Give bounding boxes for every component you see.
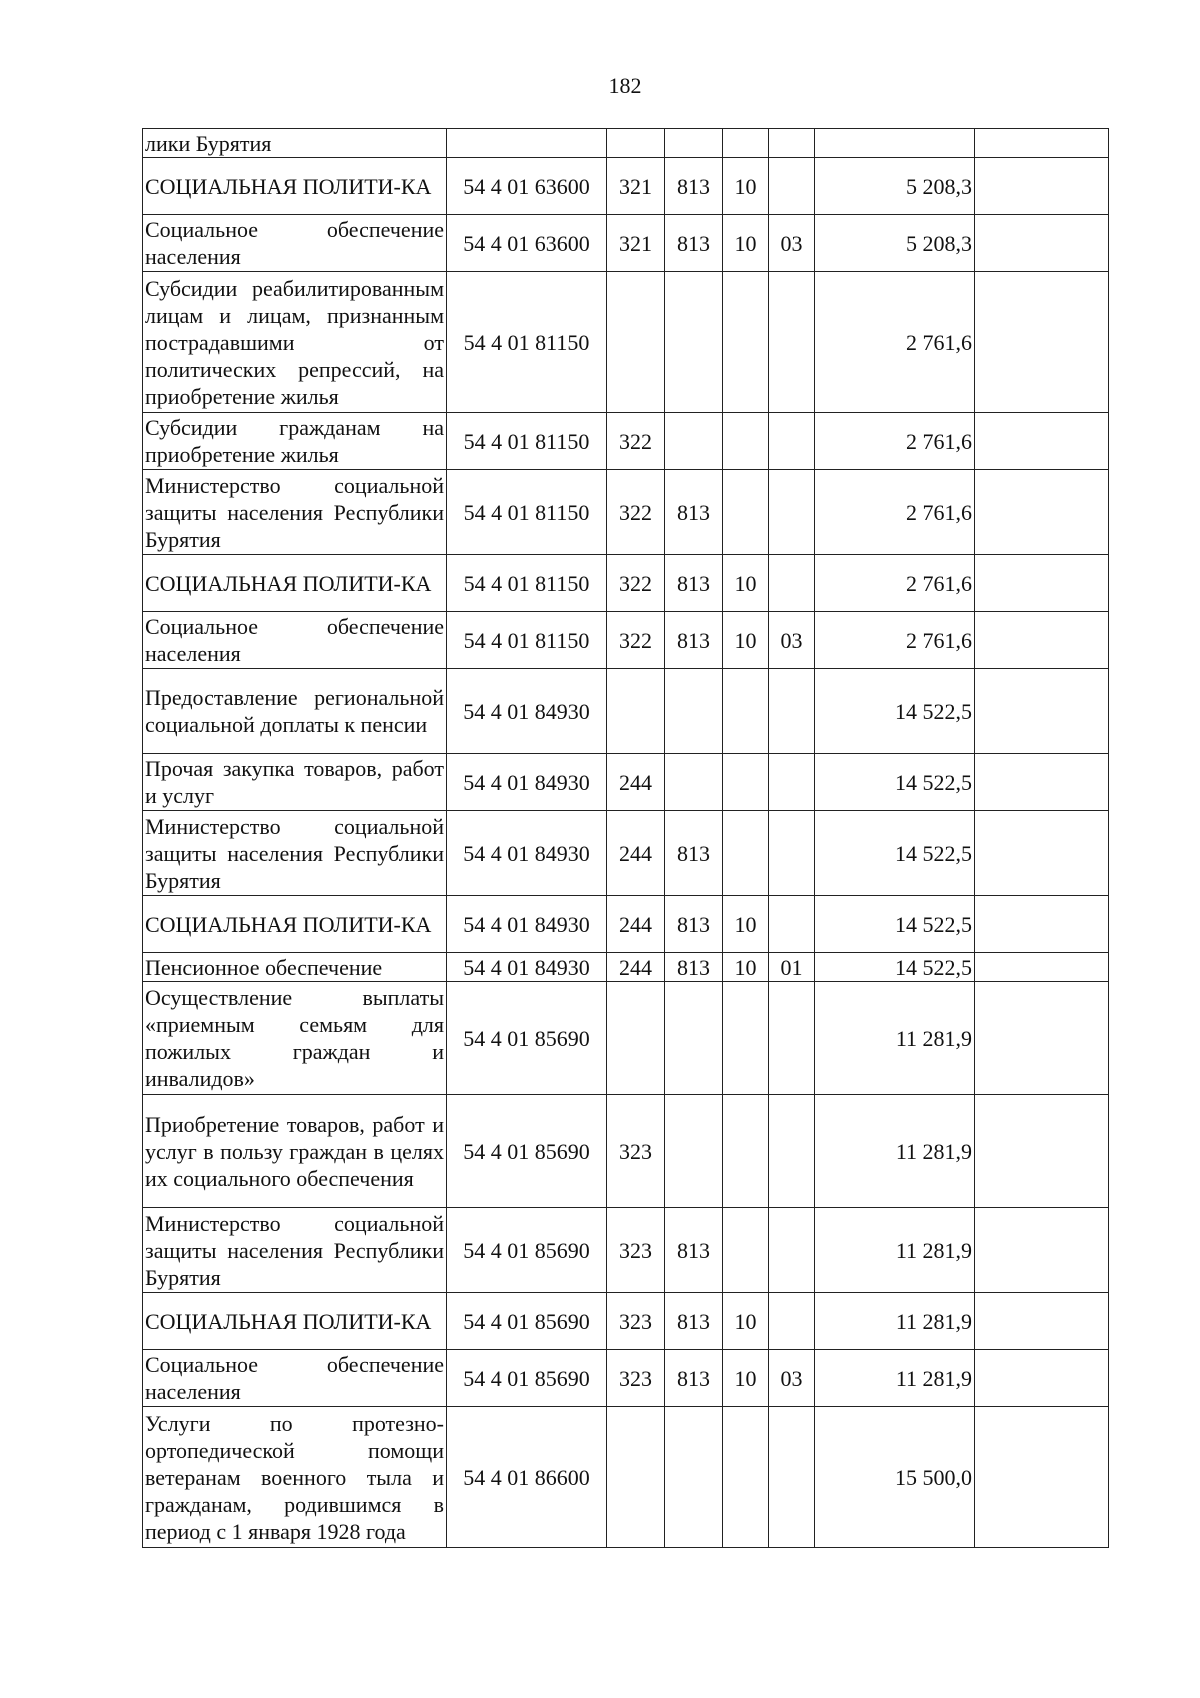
grbs-code: 813 <box>665 1293 723 1350</box>
extra-cell <box>975 896 1109 953</box>
row-name: Министерство социальной защиты населения Республики Бурятия <box>143 1208 447 1293</box>
subsection-code <box>769 1208 815 1293</box>
extra-cell <box>975 982 1109 1095</box>
amount: 2 761,6 <box>815 470 975 555</box>
table-row <box>143 612 1109 669</box>
amount: 11 281,9 <box>815 982 975 1095</box>
section-code <box>723 129 769 158</box>
grbs-code: 813 <box>665 1208 723 1293</box>
expense-type: 323 <box>607 1350 665 1407</box>
section-code <box>723 470 769 555</box>
subsection-code <box>769 555 815 612</box>
amount: 14 522,5 <box>815 953 975 982</box>
target-code: 54 4 01 84930 <box>447 669 607 754</box>
extra-cell <box>975 1095 1109 1208</box>
row-name: Прочая закупка товаров, работ и услуг <box>143 754 447 811</box>
subsection-code <box>769 811 815 896</box>
amount: 5 208,3 <box>815 158 975 215</box>
expense-type: 323 <box>607 1293 665 1350</box>
section-code: 10 <box>723 555 769 612</box>
section-code: 10 <box>723 215 769 272</box>
amount: 2 761,6 <box>815 612 975 669</box>
extra-cell <box>975 1293 1109 1350</box>
target-code: 54 4 01 85690 <box>447 1350 607 1407</box>
grbs-code: 813 <box>665 158 723 215</box>
row-name: СОЦИАЛЬНАЯ ПОЛИТИ-КА <box>143 158 447 215</box>
grbs-code <box>665 129 723 158</box>
target-code: 54 4 01 84930 <box>447 754 607 811</box>
section-code <box>723 1208 769 1293</box>
extra-cell <box>975 1350 1109 1407</box>
extra-cell <box>975 612 1109 669</box>
target-code: 54 4 01 86600 <box>447 1407 607 1548</box>
expense-type <box>607 129 665 158</box>
extra-cell <box>975 754 1109 811</box>
row-name: Социальное обеспечение населения <box>143 1350 447 1407</box>
subsection-code <box>769 129 815 158</box>
section-code <box>723 413 769 470</box>
target-code: 54 4 01 81150 <box>447 413 607 470</box>
row-name: СОЦИАЛЬНАЯ ПОЛИТИ-КА <box>143 1293 447 1350</box>
grbs-code: 813 <box>665 896 723 953</box>
grbs-code <box>665 272 723 413</box>
expense-type <box>607 982 665 1095</box>
grbs-code <box>665 669 723 754</box>
budget-table <box>142 128 1109 1548</box>
amount: 11 281,9 <box>815 1293 975 1350</box>
section-code <box>723 811 769 896</box>
expense-type: 322 <box>607 470 665 555</box>
table-row <box>143 953 1109 982</box>
row-name: СОЦИАЛЬНАЯ ПОЛИТИ-КА <box>143 555 447 612</box>
expense-type: 323 <box>607 1095 665 1208</box>
row-name: Пенсионное обеспечение <box>143 953 447 982</box>
amount <box>815 129 975 158</box>
section-code <box>723 669 769 754</box>
row-name: СОЦИАЛЬНАЯ ПОЛИТИ-КА <box>143 896 447 953</box>
subsection-code <box>769 1407 815 1548</box>
target-code: 54 4 01 85690 <box>447 982 607 1095</box>
table-row <box>143 555 1109 612</box>
amount: 14 522,5 <box>815 896 975 953</box>
row-name: Осуществление выплаты «приемным семьям для пожилых граждан и инвалидов» <box>143 982 447 1095</box>
expense-type: 244 <box>607 953 665 982</box>
table-row <box>143 158 1109 215</box>
section-code: 10 <box>723 896 769 953</box>
section-code: 10 <box>723 1293 769 1350</box>
target-code: 54 4 01 81150 <box>447 470 607 555</box>
table-row <box>143 215 1109 272</box>
extra-cell <box>975 413 1109 470</box>
row-name: Предоставление региональной социальной доплаты к пенсии <box>143 669 447 754</box>
row-name: Социальное обеспечение населения <box>143 612 447 669</box>
amount: 14 522,5 <box>815 669 975 754</box>
expense-type <box>607 669 665 754</box>
table-row <box>143 811 1109 896</box>
subsection-code <box>769 413 815 470</box>
amount: 14 522,5 <box>815 754 975 811</box>
expense-type <box>607 1407 665 1548</box>
grbs-code: 813 <box>665 470 723 555</box>
target-code: 54 4 01 85690 <box>447 1095 607 1208</box>
subsection-code <box>769 272 815 413</box>
grbs-code: 813 <box>665 953 723 982</box>
table-row <box>143 669 1109 754</box>
target-code <box>447 129 607 158</box>
section-code <box>723 982 769 1095</box>
amount: 11 281,9 <box>815 1208 975 1293</box>
section-code: 10 <box>723 612 769 669</box>
grbs-code: 813 <box>665 612 723 669</box>
section-code <box>723 1095 769 1208</box>
subsection-code: 03 <box>769 215 815 272</box>
amount: 2 761,6 <box>815 413 975 470</box>
row-name: Услуги по протезно-ортопедической помощи ветеранам военного тыла и гражданам, родившимся в период с 1 января 1928 года <box>143 1407 447 1548</box>
grbs-code: 813 <box>665 811 723 896</box>
expense-type: 322 <box>607 555 665 612</box>
amount: 11 281,9 <box>815 1350 975 1407</box>
subsection-code <box>769 470 815 555</box>
subsection-code <box>769 1293 815 1350</box>
expense-type: 244 <box>607 811 665 896</box>
table-row <box>143 896 1109 953</box>
grbs-code <box>665 1095 723 1208</box>
extra-cell <box>975 158 1109 215</box>
extra-cell <box>975 129 1109 158</box>
table-row <box>143 470 1109 555</box>
table-row <box>143 129 1109 158</box>
amount: 15 500,0 <box>815 1407 975 1548</box>
grbs-code <box>665 754 723 811</box>
section-code <box>723 754 769 811</box>
row-name: Министерство социальной защиты населения Республики Бурятия <box>143 811 447 896</box>
section-code: 10 <box>723 158 769 215</box>
section-code: 10 <box>723 953 769 982</box>
target-code: 54 4 01 84930 <box>447 896 607 953</box>
expense-type: 321 <box>607 215 665 272</box>
table-row <box>143 982 1109 1095</box>
section-code <box>723 1407 769 1548</box>
row-name: Социальное обеспечение населения <box>143 215 447 272</box>
table-row <box>143 1095 1109 1208</box>
amount: 2 761,6 <box>815 555 975 612</box>
subsection-code <box>769 754 815 811</box>
amount: 11 281,9 <box>815 1095 975 1208</box>
extra-cell <box>975 1208 1109 1293</box>
row-name: Субсидии гражданам на приобретение жилья <box>143 413 447 470</box>
row-name: Приобретение товаров, работ и услуг в пользу граждан в целях их социального обеспечения <box>143 1095 447 1208</box>
subsection-code: 01 <box>769 953 815 982</box>
subsection-code <box>769 1095 815 1208</box>
amount: 5 208,3 <box>815 215 975 272</box>
extra-cell <box>975 272 1109 413</box>
target-code: 54 4 01 85690 <box>447 1208 607 1293</box>
expense-type: 322 <box>607 612 665 669</box>
grbs-code: 813 <box>665 215 723 272</box>
row-name: Субсидии реабилитированным лицам и лицам, признанным пострадавшими от политических репрессий, на приобретение жилья <box>143 272 447 413</box>
table-row <box>143 413 1109 470</box>
section-code: 10 <box>723 1350 769 1407</box>
extra-cell <box>975 555 1109 612</box>
subsection-code <box>769 158 815 215</box>
extra-cell <box>975 215 1109 272</box>
target-code: 54 4 01 63600 <box>447 158 607 215</box>
extra-cell <box>975 953 1109 982</box>
target-code: 54 4 01 81150 <box>447 612 607 669</box>
grbs-code: 813 <box>665 555 723 612</box>
target-code: 54 4 01 81150 <box>447 555 607 612</box>
target-code: 54 4 01 63600 <box>447 215 607 272</box>
extra-cell <box>975 470 1109 555</box>
grbs-code: 813 <box>665 1350 723 1407</box>
table-row <box>143 1407 1109 1548</box>
expense-type: 244 <box>607 896 665 953</box>
page-number: 182 <box>608 73 642 98</box>
subsection-code <box>769 982 815 1095</box>
extra-cell <box>975 811 1109 896</box>
subsection-code: 03 <box>769 1350 815 1407</box>
subsection-code: 03 <box>769 612 815 669</box>
grbs-code <box>665 1407 723 1548</box>
target-code: 54 4 01 85690 <box>447 1293 607 1350</box>
subsection-code <box>769 896 815 953</box>
grbs-code <box>665 413 723 470</box>
table-row <box>143 1208 1109 1293</box>
target-code: 54 4 01 81150 <box>447 272 607 413</box>
expense-type <box>607 272 665 413</box>
target-code: 54 4 01 84930 <box>447 953 607 982</box>
row-name: Министерство социальной защиты населения Республики Бурятия <box>143 470 447 555</box>
expense-type: 321 <box>607 158 665 215</box>
table-row <box>143 272 1109 413</box>
expense-type: 322 <box>607 413 665 470</box>
expense-type: 244 <box>607 754 665 811</box>
expense-type: 323 <box>607 1208 665 1293</box>
extra-cell <box>975 669 1109 754</box>
table-row <box>143 1293 1109 1350</box>
section-code <box>723 272 769 413</box>
table-row <box>143 1350 1109 1407</box>
amount: 2 761,6 <box>815 272 975 413</box>
extra-cell <box>975 1407 1109 1548</box>
target-code: 54 4 01 84930 <box>447 811 607 896</box>
amount: 14 522,5 <box>815 811 975 896</box>
subsection-code <box>769 669 815 754</box>
grbs-code <box>665 982 723 1095</box>
table-row <box>143 754 1109 811</box>
row-name: лики Бурятия <box>143 129 447 158</box>
